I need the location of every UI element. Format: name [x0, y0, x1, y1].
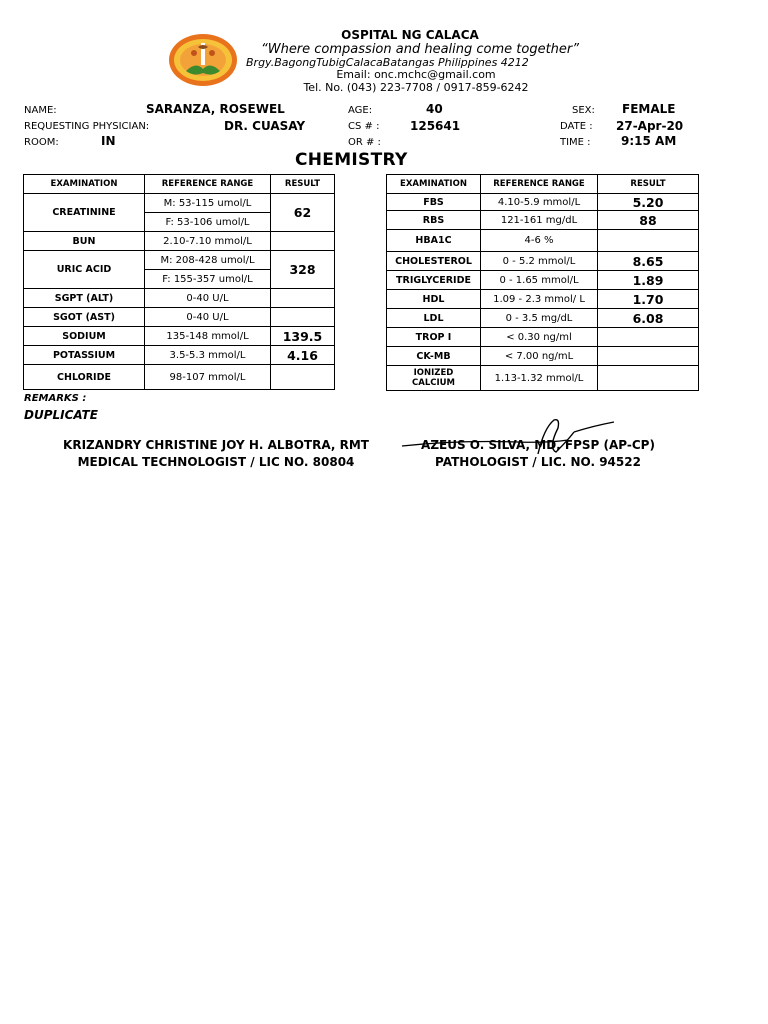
exam-name: CHLORIDE	[24, 365, 145, 390]
exam-name: HDL	[387, 290, 481, 309]
result-value: 328	[271, 251, 335, 289]
col-header-result: RESULT	[598, 175, 699, 194]
table-row	[24, 308, 335, 327]
patient-sex: FEMALE	[622, 102, 676, 116]
pathologist-name: AZEUS O. SILVA, MD, FPSP (AP-CP)	[421, 438, 655, 452]
exam-name: CK-MB	[387, 347, 481, 366]
result-value: 4.16	[271, 346, 335, 365]
table-header-row	[24, 175, 335, 194]
exam-name: POTASSIUM	[24, 346, 145, 365]
table-row	[387, 366, 699, 391]
reference-range: F: 155-357 umol/L	[145, 270, 271, 289]
cs-number: 125641	[410, 119, 461, 133]
patient-age: 40	[426, 102, 443, 116]
reference-range: 0 - 1.65 mmol/L	[481, 271, 598, 290]
reference-range: 135-148 mmol/L	[145, 327, 271, 346]
result-value: 88	[598, 211, 699, 230]
age-label: AGE:	[348, 105, 373, 116]
table-row	[387, 230, 699, 252]
result-value: 62	[271, 194, 335, 232]
exam-name: RBS	[387, 211, 481, 230]
result-value: 8.65	[598, 252, 699, 271]
result-value	[271, 289, 335, 308]
table-row	[387, 211, 699, 230]
table-row	[387, 347, 699, 366]
reference-range: < 7.00 ng/mL	[481, 347, 598, 366]
exam-name-line-1: IONIZED	[413, 368, 454, 378]
result-value	[598, 347, 699, 366]
table-row	[24, 346, 335, 365]
col-header-reference-range: REFERENCE RANGE	[145, 175, 271, 194]
reference-range: 121-161 mg/dL	[481, 211, 598, 230]
result-value: 6.08	[598, 309, 699, 328]
reference-range: 0 - 3.5 mg/dL	[481, 309, 598, 328]
physician-name: DR. CUASAY	[224, 119, 306, 133]
result-value	[598, 230, 699, 252]
col-header-examination: EXAMINATION	[387, 175, 481, 194]
reference-range: M: 208-428 umol/L	[145, 251, 271, 270]
table-row	[387, 252, 699, 271]
reference-range: 4-6 %	[481, 230, 598, 252]
exam-name: BUN	[24, 232, 145, 251]
result-value: 1.89	[598, 271, 699, 290]
table-row	[24, 365, 335, 390]
exam-name: SGPT (ALT)	[24, 289, 145, 308]
remarks-label: REMARKS :	[24, 393, 87, 404]
reference-range: 2.10-7.10 mmol/L	[145, 232, 271, 251]
room-label: ROOM:	[24, 137, 59, 148]
reference-range: 98-107 mmol/L	[145, 365, 271, 390]
hospital-tagline: “Where compassion and healing come together”	[260, 42, 580, 57]
result-value: 5.20	[598, 194, 699, 211]
exam-name: SGOT (AST)	[24, 308, 145, 327]
result-value: 1.70	[598, 290, 699, 309]
col-header-result: RESULT	[271, 175, 335, 194]
table-row	[24, 289, 335, 308]
cs-label: CS # :	[348, 121, 380, 132]
exam-name: TROP I	[387, 328, 481, 347]
result-value	[271, 308, 335, 327]
section-title: CHEMISTRY	[295, 150, 408, 170]
table-row	[387, 271, 699, 290]
reference-range: 1.13-1.32 mmol/L	[481, 366, 598, 391]
report-date: 27-Apr-20	[616, 119, 684, 133]
col-header-reference-range: REFERENCE RANGE	[481, 175, 598, 194]
date-label: DATE :	[560, 121, 593, 132]
exam-name-line-2: CALCIUM	[412, 378, 455, 388]
physician-label: REQUESTING PHYSICIAN:	[24, 121, 150, 132]
table-row	[24, 194, 335, 213]
table-row	[387, 309, 699, 328]
reference-range: M: 53-115 umol/L	[145, 194, 271, 213]
room-value: IN	[101, 134, 116, 148]
table-row	[24, 232, 335, 251]
result-value	[271, 232, 335, 251]
hospital-email: Email: onc.mchc@gmail.com	[336, 68, 496, 81]
remarks-value: DUPLICATE	[24, 408, 98, 422]
result-value	[271, 365, 335, 390]
report-time: 9:15 AM	[621, 134, 677, 148]
or-label: OR # :	[348, 137, 381, 148]
hospital-name: OSPITAL NG CALACA	[341, 28, 479, 42]
result-value	[598, 366, 699, 391]
reference-range: 0-40 U/L	[145, 289, 271, 308]
table-row	[387, 328, 699, 347]
exam-name: URIC ACID	[24, 251, 145, 289]
col-header-examination: EXAMINATION	[24, 175, 145, 194]
chemistry-table-left	[23, 174, 335, 390]
exam-name: FBS	[387, 194, 481, 211]
chemistry-table-right	[386, 174, 699, 391]
result-value	[598, 328, 699, 347]
exam-name: TRIGLYCERIDE	[387, 271, 481, 290]
hospital-telephone: Tel. No. (043) 223-7708 / 0917-859-6242	[303, 81, 529, 94]
exam-name: LDL	[387, 309, 481, 328]
medtech-title: MEDICAL TECHNOLOGIST / LIC NO. 80804	[77, 455, 355, 469]
reference-range: 0-40 U/L	[145, 308, 271, 327]
table-header-row	[387, 175, 699, 194]
reference-range: 0 - 5.2 mmol/L	[481, 252, 598, 271]
reference-range: 3.5-5.3 mmol/L	[145, 346, 271, 365]
reference-range: 4.10-5.9 mmol/L	[481, 194, 598, 211]
table-row	[24, 327, 335, 346]
exam-name: CHOLESTEROL	[387, 252, 481, 271]
exam-name: CREATININE	[24, 194, 145, 232]
name-label: NAME:	[24, 105, 57, 116]
exam-name: SODIUM	[24, 327, 145, 346]
exam-name: HBA1C	[387, 230, 481, 252]
table-row	[24, 251, 335, 270]
hospital-address: Brgy.BagongTubigCalacaBatangas Philippines 4212	[246, 56, 529, 69]
patient-name: SARANZA, ROSEWEL	[146, 102, 285, 116]
pathologist-title: PATHOLOGIST / LIC. NO. 94522	[435, 455, 641, 469]
reference-range: 1.09 - 2.3 mmol/ L	[481, 290, 598, 309]
exam-name	[387, 366, 481, 391]
time-label: TIME :	[560, 137, 591, 148]
result-value: 139.5	[271, 327, 335, 346]
reference-range: F: 53-106 umol/L	[145, 213, 271, 232]
medtech-name: KRIZANDRY CHRISTINE JOY H. ALBOTRA, RMT	[63, 438, 369, 452]
table-row	[387, 194, 699, 211]
table-row	[387, 290, 699, 309]
sex-label: SEX:	[572, 105, 595, 116]
reference-range: < 0.30 ng/ml	[481, 328, 598, 347]
